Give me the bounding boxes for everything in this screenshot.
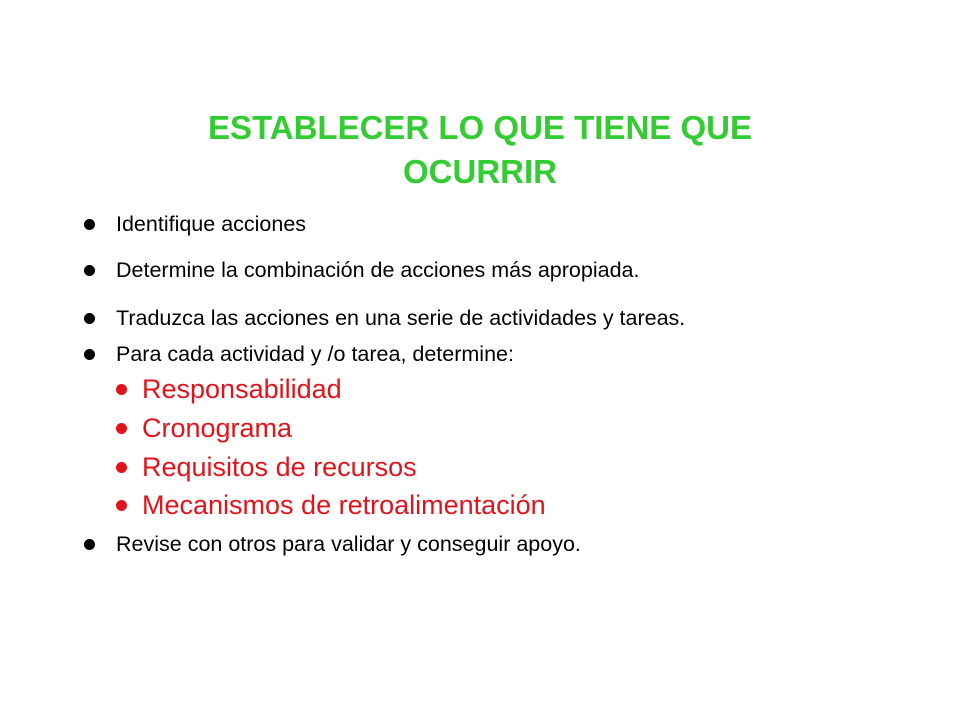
sub-bullet-item-text: Responsabilidad	[142, 374, 342, 404]
bullet-item-text: Traduzca las acciones en una serie de actividades y tareas.	[116, 306, 686, 330]
sub-bullet-dot-icon	[116, 423, 127, 434]
title-line-1: ESTABLECER LO QUE TIENE QUE	[208, 109, 752, 146]
bullet-dot-icon	[84, 349, 95, 360]
title-line-2: OCURRIR	[403, 153, 557, 190]
sub-bullet-dot-icon	[116, 384, 127, 395]
sub-bullet-item-text: Mecanismos de retroalimentación	[142, 490, 546, 520]
bullet-dot-icon	[84, 265, 95, 276]
sub-bullet-item-text: Requisitos de recursos	[142, 452, 417, 482]
bullet-dot-icon	[84, 219, 95, 230]
bullet-item-text: Revise con otros para validar y conseguir apoyo.	[116, 532, 581, 556]
sub-bullet-dot-icon	[116, 500, 127, 511]
bullet-dot-icon	[84, 313, 95, 324]
bullet-item-text: Determine la combinación de acciones más apropiada.	[116, 258, 640, 282]
bullet-item-text: Identifique acciones	[116, 212, 307, 236]
sub-bullet-dot-icon	[116, 462, 127, 473]
sub-bullet-item-text: Cronograma	[142, 413, 293, 443]
slide-title	[120, 106, 840, 194]
bullet-item-text: Para cada actividad y /o tarea, determine:	[116, 342, 514, 366]
bullet-dot-icon	[84, 539, 95, 550]
